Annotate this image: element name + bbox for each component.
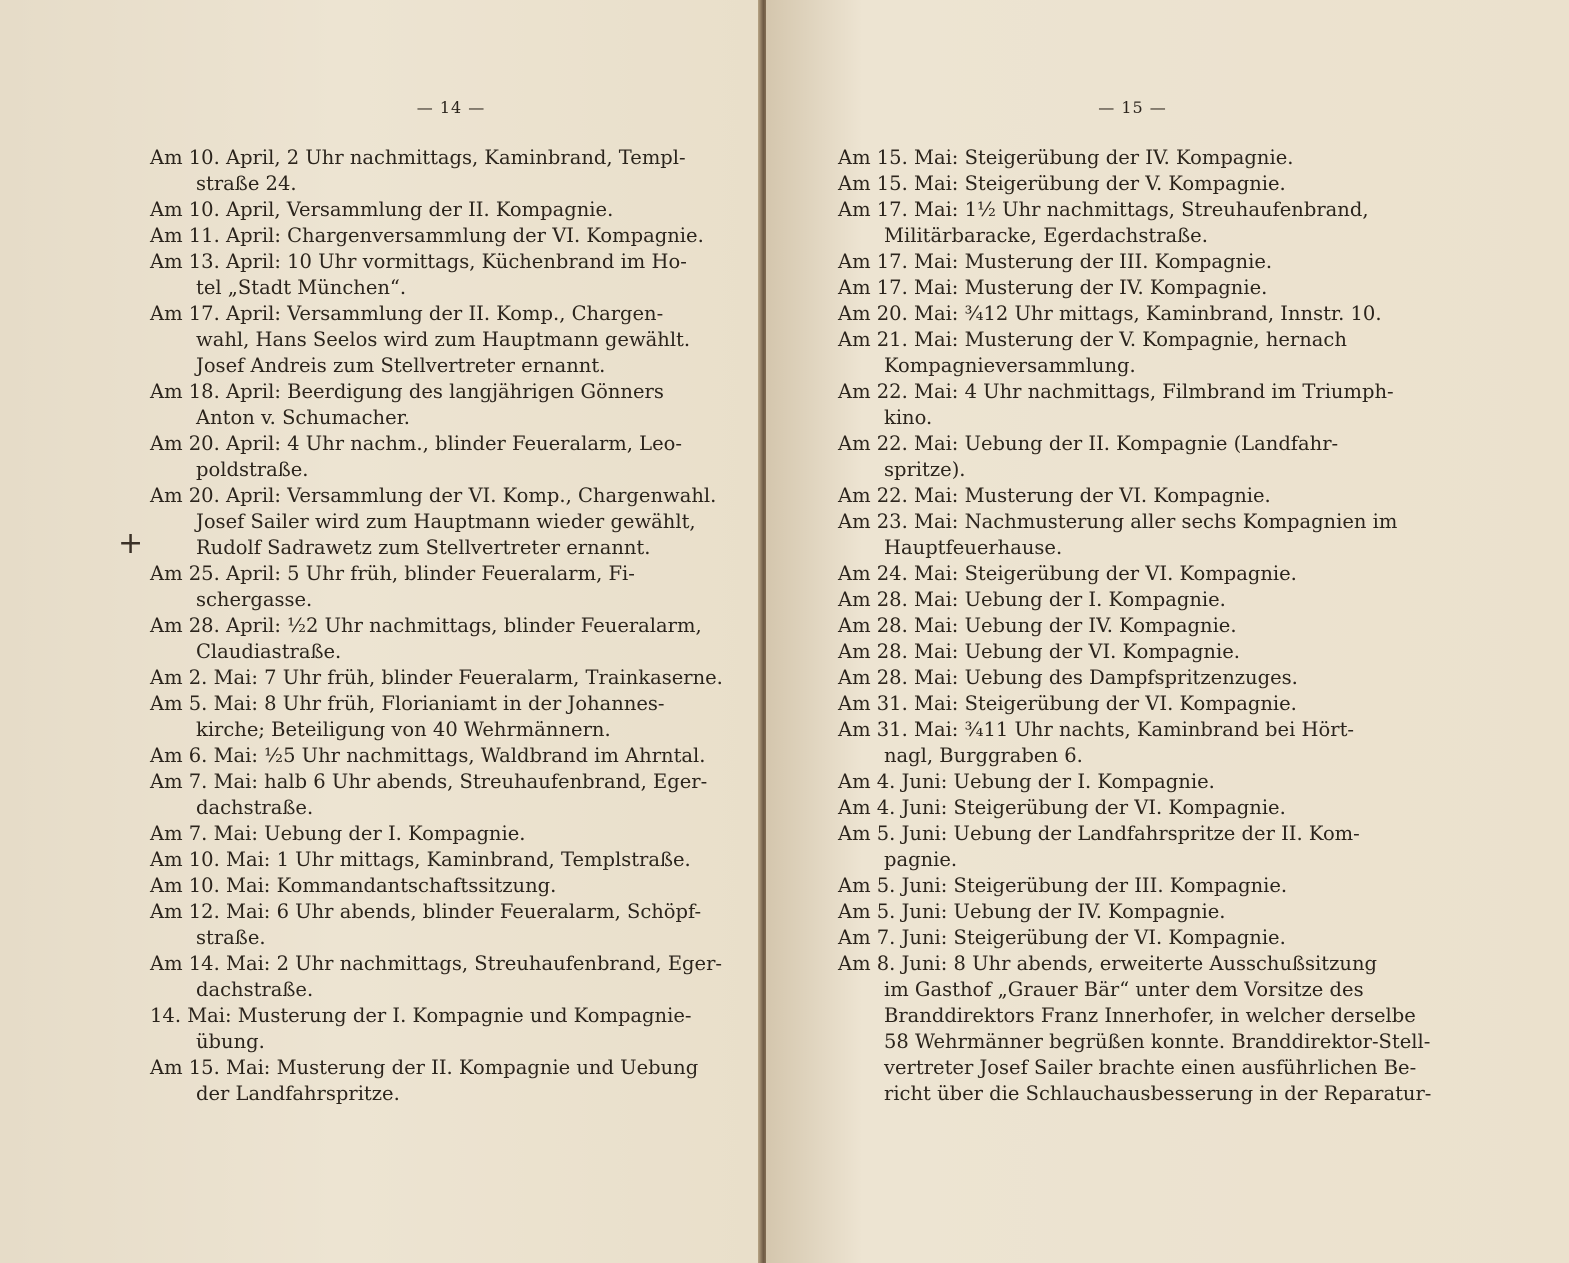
entry-continuation: übung.	[196, 1030, 265, 1053]
chronicle-entry	[150, 1003, 744, 1055]
entry-continuation: schergasse.	[196, 588, 313, 611]
entry-continuation: Josef Sailer wird zum Hauptmann wieder gewählt, Rudolf Sadrawetz zum Stellvertreter ernannt.	[196, 510, 696, 559]
chronicle-entry	[150, 665, 744, 691]
chronicle-entry	[838, 301, 1439, 327]
entry-first-line: Am 15. Mai: Steigerübung der IV. Kompagnie.	[838, 146, 1294, 169]
entry-continuation: straße.	[196, 926, 266, 949]
entry-continuation: spritze).	[884, 458, 966, 481]
entry-first-line: Am 12. Mai: 6 Uhr abends, blinder Feueralarm, Schöpf-	[150, 900, 702, 923]
chronicle-entry	[150, 223, 744, 249]
chronicle-entry	[838, 197, 1439, 249]
chronicle-entry	[838, 431, 1439, 483]
entry-first-line: Am 23. Mai: Nachmusterung aller sechs Kompagnien im	[838, 510, 1398, 533]
entry-first-line: Am 5. Juni: Steigerübung der III. Kompagnie.	[838, 874, 1288, 897]
entry-first-line: Am 28. Mai: Uebung des Dampfspritzenzuges.	[838, 666, 1298, 689]
chronicle-entry	[838, 613, 1439, 639]
entry-continuation: dachstraße.	[196, 796, 314, 819]
entry-first-line: Am 10. Mai: 1 Uhr mittags, Kaminbrand, Templstraße.	[150, 848, 691, 871]
entry-continuation: Claudiastraße.	[196, 640, 342, 663]
chronicle-entry	[838, 171, 1439, 197]
entry-first-line: Am 18. April: Beerdigung des langjährigen Gönners	[150, 380, 664, 403]
entry-first-line: Am 15. Mai: Steigerübung der V. Kompagnie.	[838, 172, 1286, 195]
entry-continuation: Hauptfeuerhause.	[884, 536, 1063, 559]
chronicle-entry	[838, 509, 1439, 561]
entry-first-line: Am 20. April: Versammlung der VI. Komp., Chargenwahl.	[150, 484, 717, 507]
chronicle-entry	[150, 431, 744, 483]
chronicle-entry	[838, 769, 1439, 795]
entry-continuation: poldstraße.	[196, 458, 309, 481]
chronicle-entry	[838, 561, 1439, 587]
chronicle-entry	[838, 275, 1439, 301]
chronicle-entry	[150, 145, 744, 197]
entry-first-line: Am 5. Mai: 8 Uhr früh, Florianiamt in der Johannes-	[150, 692, 665, 715]
chronicle-entry	[838, 899, 1439, 925]
entry-continuation: kino.	[884, 406, 933, 429]
chronicle-entry	[838, 587, 1439, 613]
entry-first-line: Am 15. Mai: Musterung der II. Kompagnie und Uebung	[150, 1056, 699, 1079]
chronicle-entry	[150, 301, 744, 379]
entry-first-line: Am 28. Mai: Uebung der IV. Kompagnie.	[838, 614, 1237, 637]
entry-first-line: Am 10. April, 2 Uhr nachmittags, Kaminbrand, Templ-	[150, 146, 686, 169]
chronicle-entry	[838, 327, 1439, 379]
entry-first-line: Am 22. Mai: 4 Uhr nachmittags, Filmbrand im Triumph-	[838, 380, 1394, 403]
entry-continuation: nagl, Burggraben 6.	[884, 744, 1083, 767]
entry-first-line: Am 25. April: 5 Uhr früh, blinder Feueralarm, Fi-	[150, 562, 635, 585]
entry-first-line: Am 21. Mai: Musterung der V. Kompagnie, hernach	[838, 328, 1347, 351]
entry-continuation: straße 24.	[196, 172, 297, 195]
chronicle-entry	[150, 769, 744, 821]
entry-first-line: Am 10. April, Versammlung der II. Kompagnie.	[150, 198, 614, 221]
entry-first-line: Am 4. Juni: Steigerübung der VI. Kompagnie.	[838, 796, 1286, 819]
chronicle-entry	[838, 717, 1439, 769]
entry-first-line: Am 5. Juni: Uebung der IV. Kompagnie.	[838, 900, 1226, 923]
entry-first-line: Am 6. Mai: ½5 Uhr nachmittags, Waldbrand im Ahrntal.	[150, 744, 706, 767]
entry-first-line: Am 22. Mai: Uebung der II. Kompagnie (Landfahr-	[838, 432, 1339, 455]
entry-first-line: Am 31. Mai: Steigerübung der VI. Kompagnie.	[838, 692, 1297, 715]
entry-first-line: Am 17. Mai: Musterung der IV. Kompagnie.	[838, 276, 1268, 299]
entry-first-line: Am 5. Juni: Uebung der Landfahrspritze der II. Kom-	[838, 822, 1360, 845]
entry-first-line: Am 28. Mai: Uebung der VI. Kompagnie.	[838, 640, 1240, 663]
entry-first-line: Am 4. Juni: Uebung der I. Kompagnie.	[838, 770, 1215, 793]
chronicle-entry	[838, 821, 1439, 873]
entry-first-line: Am 31. Mai: ¾11 Uhr nachts, Kaminbrand bei Hört-	[838, 718, 1355, 741]
left-entries	[150, 145, 744, 1107]
right-page	[766, 0, 1569, 1263]
left-page	[0, 0, 762, 1263]
chronicle-entry	[150, 1055, 744, 1107]
entry-first-line: Am 17. Mai: Musterung der III. Kompagnie.	[838, 250, 1273, 273]
right-entries	[838, 145, 1439, 1107]
entry-first-line: Am 7. Juni: Steigerübung der VI. Kompagnie.	[838, 926, 1286, 949]
entry-continuation: Militärbaracke, Egerdachstraße.	[884, 224, 1208, 247]
chronicle-entry	[150, 613, 744, 665]
chronicle-entry	[150, 379, 744, 431]
chronicle-entry	[150, 249, 744, 301]
entry-first-line: Am 20. Mai: ¾12 Uhr mittags, Kaminbrand, Innstr. 10.	[838, 302, 1382, 325]
chronicle-entry	[150, 483, 744, 561]
entry-first-line: Am 7. Mai: Uebung der I. Kompagnie.	[150, 822, 526, 845]
chronicle-entry	[838, 483, 1439, 509]
chronicle-entry	[150, 743, 744, 769]
entry-first-line: Am 10. Mai: Kommandantschaftssitzung.	[150, 874, 557, 897]
entry-first-line: Am 17. Mai: 1½ Uhr nachmittags, Streuhaufenbrand,	[838, 198, 1369, 221]
entry-first-line: Am 17. April: Versammlung der II. Komp., Chargen-	[150, 302, 664, 325]
chronicle-entry	[150, 951, 744, 1003]
chronicle-entry	[838, 379, 1439, 431]
entry-continuation: kirche; Beteiligung von 40 Wehrmännern.	[196, 718, 611, 741]
entry-first-line: Am 20. April: 4 Uhr nachm., blinder Feueralarm, Leo-	[150, 432, 682, 455]
chronicle-entry	[838, 639, 1439, 665]
chronicle-entry	[838, 145, 1439, 171]
entry-first-line: 14. Mai: Musterung der I. Kompagnie und Kompagnie-	[150, 1004, 692, 1027]
chronicle-entry	[150, 847, 744, 873]
page-number-right: — 15 —	[1098, 98, 1167, 117]
entry-continuation: Anton v. Schumacher.	[196, 406, 410, 429]
chronicle-entry	[150, 873, 744, 899]
chronicle-entry	[838, 925, 1439, 951]
entry-continuation: der Landfahrspritze.	[196, 1082, 400, 1105]
page-number-left: — 14 —	[416, 98, 486, 117]
chronicle-entry	[838, 249, 1439, 275]
entry-first-line: Am 22. Mai: Musterung der VI. Kompagnie.	[838, 484, 1271, 507]
entry-continuation: wahl, Hans Seelos wird zum Hauptmann gewählt. Josef Andreis zum Stellvertreter ernannt.	[196, 328, 691, 377]
chronicle-entry	[838, 665, 1439, 691]
entry-first-line: Am 28. Mai: Uebung der I. Kompagnie.	[838, 588, 1226, 611]
chronicle-entry	[150, 197, 744, 223]
entry-continuation: pagnie.	[884, 848, 958, 871]
entry-continuation: dachstraße.	[196, 978, 314, 1001]
chronicle-entry	[150, 821, 744, 847]
entry-continuation: Kompagnieversammlung.	[884, 354, 1136, 377]
margin-mark: +	[118, 526, 144, 561]
entry-first-line: Am 13. April: 10 Uhr vormittags, Küchenbrand im Ho-	[150, 250, 687, 273]
chronicle-entry	[150, 691, 744, 743]
entry-first-line: Am 11. April: Chargenversammlung der VI. Kompagnie.	[150, 224, 704, 247]
entry-first-line: Am 28. April: ½2 Uhr nachmittags, blinder Feueralarm,	[150, 614, 702, 637]
entry-continuation: im Gasthof „Grauer Bär“ unter dem Vorsitze des Branddirektors Franz Innerhofer, in welcher derselbe 58 Wehrmänner begrüßen konnte. Branddirektor-Stell- vertreter Josef Sailer brachte einen ausführlichen Be- richt über die Schlauchausbesserung in der Reparatur-	[884, 978, 1432, 1105]
entry-first-line: Am 2. Mai: 7 Uhr früh, blinder Feueralarm, Trainkaserne.	[150, 666, 723, 689]
chronicle-entry	[838, 873, 1439, 899]
chronicle-entry	[838, 951, 1439, 1107]
chronicle-entry	[838, 795, 1439, 821]
chronicle-entry	[150, 899, 744, 951]
entry-continuation: tel „Stadt München“.	[196, 276, 407, 299]
chronicle-entry	[838, 691, 1439, 717]
entry-first-line: Am 7. Mai: halb 6 Uhr abends, Streuhaufenbrand, Eger-	[150, 770, 708, 793]
entry-first-line: Am 14. Mai: 2 Uhr nachmittags, Streuhaufenbrand, Eger-	[150, 952, 722, 975]
entry-first-line: Am 24. Mai: Steigerübung der VI. Kompagnie.	[838, 562, 1297, 585]
entry-first-line: Am 8. Juni: 8 Uhr abends, erweiterte Ausschußsitzung	[838, 952, 1378, 975]
chronicle-entry	[150, 561, 744, 613]
